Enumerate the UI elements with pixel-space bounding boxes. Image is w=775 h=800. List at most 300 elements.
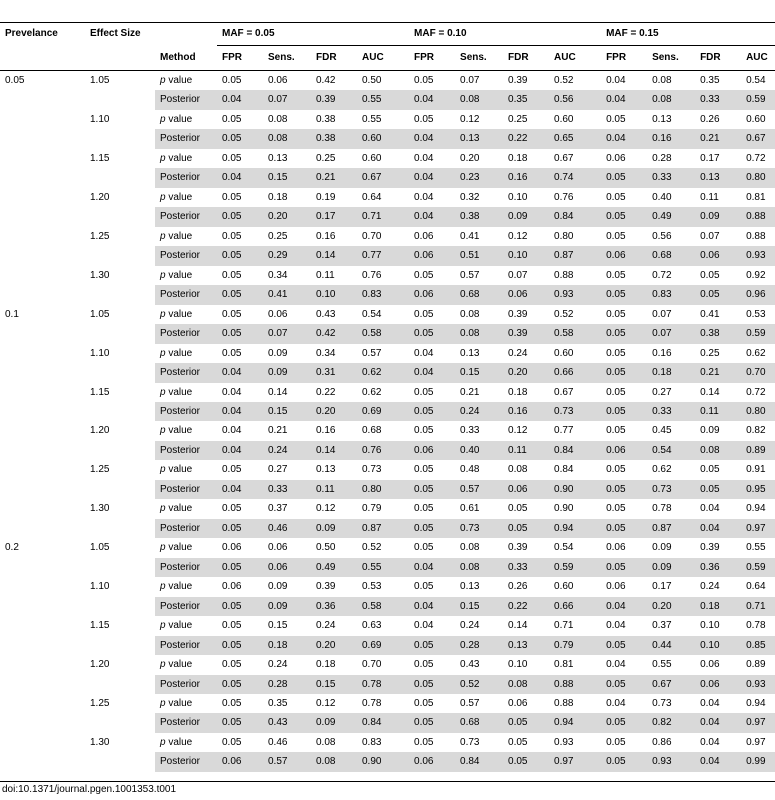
method-cell: p value <box>160 113 193 125</box>
value-cell: 0.65 <box>549 129 601 148</box>
table-row <box>0 246 775 265</box>
value-cell: 0.06 <box>217 752 263 771</box>
value-cell: 0.22 <box>503 597 549 616</box>
method-cell: Posterior <box>155 597 217 616</box>
value-cell: 0.84 <box>549 207 601 226</box>
value-cell: 0.52 <box>455 675 503 694</box>
value-cell: 0.04 <box>695 519 741 538</box>
effect-size-cell: 1.20 <box>90 191 110 203</box>
method-cell: Posterior <box>155 129 217 148</box>
value-cell: 0.05 <box>414 269 434 281</box>
effect-size-cell: 1.30 <box>90 503 110 515</box>
value-cell: 0.28 <box>652 152 672 164</box>
value-cell: 0.56 <box>652 230 672 242</box>
value-cell: 0.12 <box>316 503 336 515</box>
value-cell: 0.08 <box>268 113 288 125</box>
value-cell: 0.08 <box>316 736 336 748</box>
prevalence-cell <box>0 655 85 674</box>
value-cell: 0.05 <box>414 659 434 671</box>
value-cell: 0.05 <box>700 464 720 476</box>
value-cell: 0.34 <box>268 269 288 281</box>
value-cell: 0.04 <box>409 363 455 382</box>
value-cell: 0.09 <box>700 425 720 437</box>
value-cell: 0.05 <box>414 698 434 709</box>
table-row <box>0 168 775 187</box>
value-cell: 0.55 <box>357 558 409 577</box>
value-cell: 0.55 <box>357 90 409 109</box>
value-cell: 0.84 <box>455 752 503 771</box>
prevalence-cell <box>0 402 85 421</box>
effect-size-cell <box>85 441 155 460</box>
header-group-maf-010: MAF = 0.10 <box>409 23 601 46</box>
value-cell: 0.05 <box>222 736 242 748</box>
header-group-maf-005: MAF = 0.05 <box>217 23 409 46</box>
value-cell: 0.10 <box>700 620 720 632</box>
value-cell: 0.92 <box>746 269 766 281</box>
value-cell: 0.25 <box>700 347 720 359</box>
value-cell: 0.54 <box>362 308 382 320</box>
value-cell: 0.33 <box>460 425 480 437</box>
table-row <box>0 71 775 91</box>
header-metric: AUC <box>549 46 601 71</box>
value-cell: 0.05 <box>601 519 647 538</box>
table-row <box>0 752 775 771</box>
effect-size-cell: 1.20 <box>90 659 110 671</box>
effect-size-cell <box>85 752 155 771</box>
method-cell: Posterior <box>155 441 217 460</box>
value-cell: 0.05 <box>217 207 263 226</box>
value-cell: 0.06 <box>222 542 242 554</box>
value-cell: 0.62 <box>362 386 382 398</box>
value-cell: 0.93 <box>741 675 775 694</box>
value-cell: 0.05 <box>508 503 528 515</box>
value-cell: 0.71 <box>357 207 409 226</box>
value-cell: 0.43 <box>316 308 336 320</box>
value-cell: 0.57 <box>362 347 382 359</box>
value-cell: 0.87 <box>647 519 695 538</box>
effect-size-cell <box>85 713 155 732</box>
value-cell: 0.53 <box>746 308 766 320</box>
effect-size-cell: 1.20 <box>90 425 110 437</box>
value-cell: 0.94 <box>746 503 766 515</box>
value-cell: 0.06 <box>601 246 647 265</box>
table-row <box>0 363 775 382</box>
table-row <box>0 460 775 479</box>
value-cell: 0.97 <box>741 713 775 732</box>
value-cell: 0.05 <box>222 308 242 320</box>
value-cell: 0.09 <box>268 581 288 593</box>
value-cell: 0.09 <box>311 713 357 732</box>
method-cell: p value <box>160 230 193 242</box>
effect-size-cell <box>85 363 155 382</box>
value-cell: 0.76 <box>357 441 409 460</box>
value-cell: 0.05 <box>606 386 626 398</box>
value-cell: 0.04 <box>606 698 626 709</box>
effect-size-cell: 1.25 <box>90 464 110 476</box>
value-cell: 0.59 <box>741 324 775 343</box>
value-cell: 0.83 <box>362 736 382 748</box>
header-row-metrics <box>0 46 775 71</box>
prevalence-cell <box>0 129 85 148</box>
value-cell: 0.38 <box>311 129 357 148</box>
effect-size-cell <box>85 246 155 265</box>
value-cell: 0.04 <box>217 480 263 499</box>
value-cell: 0.04 <box>409 168 455 187</box>
value-cell: 0.97 <box>549 752 601 771</box>
value-cell: 0.05 <box>695 285 741 304</box>
value-cell: 0.88 <box>554 698 574 709</box>
header-metric: Sens. <box>263 46 311 71</box>
value-cell: 0.36 <box>695 558 741 577</box>
value-cell: 0.05 <box>222 620 242 632</box>
value-cell: 0.22 <box>316 386 336 398</box>
value-cell: 0.37 <box>268 503 288 515</box>
table-row <box>0 188 775 207</box>
value-cell: 0.39 <box>311 90 357 109</box>
prevalence-cell <box>0 577 85 596</box>
method-cell: p value <box>160 736 193 748</box>
value-cell: 0.70 <box>362 230 382 242</box>
value-cell: 0.50 <box>362 75 382 86</box>
value-cell: 0.11 <box>503 441 549 460</box>
prevalence-cell <box>0 207 85 226</box>
value-cell: 0.38 <box>695 324 741 343</box>
value-cell: 0.35 <box>503 90 549 109</box>
table-row <box>0 713 775 732</box>
value-cell: 0.20 <box>460 152 480 164</box>
effect-size-cell <box>85 402 155 421</box>
prevalence-cell <box>0 383 85 402</box>
value-cell: 0.77 <box>357 246 409 265</box>
header-metric: FPR <box>409 46 455 71</box>
prevalence-cell <box>0 694 85 713</box>
value-cell: 0.04 <box>409 90 455 109</box>
value-cell: 0.05 <box>409 480 455 499</box>
value-cell: 0.05 <box>222 191 242 203</box>
value-cell: 0.22 <box>503 129 549 148</box>
method-cell: p value <box>160 503 193 515</box>
table-row <box>0 441 775 460</box>
value-cell: 0.09 <box>695 207 741 226</box>
value-cell: 0.61 <box>460 503 480 515</box>
value-cell: 0.04 <box>601 597 647 616</box>
value-cell: 0.39 <box>508 308 528 320</box>
value-cell: 0.08 <box>503 675 549 694</box>
value-cell: 0.89 <box>746 659 766 671</box>
value-cell: 0.05 <box>222 113 242 125</box>
value-cell: 0.18 <box>647 363 695 382</box>
value-cell: 0.25 <box>268 230 288 242</box>
value-cell: 0.14 <box>268 386 288 398</box>
value-cell: 0.46 <box>263 519 311 538</box>
value-cell: 0.57 <box>460 698 480 709</box>
value-cell: 0.59 <box>741 90 775 109</box>
value-cell: 0.68 <box>455 713 503 732</box>
value-cell: 0.06 <box>508 698 528 709</box>
method-cell: p value <box>160 698 193 709</box>
value-cell: 0.15 <box>455 363 503 382</box>
value-cell: 0.08 <box>508 464 528 476</box>
effect-size-cell <box>85 675 155 694</box>
value-cell: 0.67 <box>647 675 695 694</box>
value-cell: 0.66 <box>549 597 601 616</box>
value-cell: 0.11 <box>700 191 719 203</box>
value-cell: 0.04 <box>409 558 455 577</box>
value-cell: 0.06 <box>268 308 288 320</box>
value-cell: 0.16 <box>316 230 336 242</box>
value-cell: 0.57 <box>460 269 480 281</box>
value-cell: 0.18 <box>508 152 528 164</box>
value-cell: 0.05 <box>601 363 647 382</box>
value-cell: 0.79 <box>362 503 382 515</box>
value-cell: 0.05 <box>414 113 434 125</box>
value-cell: 0.41 <box>700 308 720 320</box>
value-cell: 0.62 <box>357 363 409 382</box>
method-cell: p value <box>160 620 193 632</box>
value-cell: 0.20 <box>503 363 549 382</box>
value-cell: 0.94 <box>549 519 601 538</box>
header-metric: Sens. <box>647 46 695 71</box>
value-cell: 0.27 <box>268 464 288 476</box>
value-cell: 0.08 <box>647 90 695 109</box>
value-cell: 0.38 <box>316 113 336 125</box>
value-cell: 0.31 <box>311 363 357 382</box>
value-cell: 0.80 <box>741 402 775 421</box>
effect-size-cell <box>85 597 155 616</box>
prevalence-cell <box>0 499 85 518</box>
value-cell: 0.87 <box>549 246 601 265</box>
value-cell: 0.05 <box>601 285 647 304</box>
value-cell: 0.86 <box>652 736 672 748</box>
value-cell: 0.16 <box>503 402 549 421</box>
value-cell: 0.09 <box>647 558 695 577</box>
value-cell: 0.73 <box>652 698 672 709</box>
value-cell: 0.18 <box>508 386 528 398</box>
method-cell: Posterior <box>155 207 217 226</box>
method-cell: p value <box>160 542 193 554</box>
value-cell: 0.35 <box>700 75 720 86</box>
prevalence-cell <box>0 713 85 732</box>
value-cell: 0.70 <box>741 363 775 382</box>
value-cell: 0.05 <box>601 752 647 771</box>
method-cell: Posterior <box>155 558 217 577</box>
value-cell: 0.13 <box>455 129 503 148</box>
value-cell: 0.08 <box>652 75 672 86</box>
value-cell: 0.24 <box>263 441 311 460</box>
value-cell: 0.12 <box>460 113 480 125</box>
value-cell: 0.05 <box>222 659 242 671</box>
header-prevalence: Prevelance <box>5 28 58 40</box>
prevalence-cell: 0.2 <box>5 542 19 554</box>
value-cell: 0.05 <box>606 425 626 437</box>
prevalence-cell <box>0 752 85 771</box>
value-cell: 0.60 <box>554 581 574 593</box>
value-cell: 0.05 <box>601 168 647 187</box>
value-cell: 0.04 <box>222 425 242 437</box>
value-cell: 0.05 <box>409 402 455 421</box>
value-cell: 0.06 <box>503 285 549 304</box>
effect-size-cell <box>85 519 155 538</box>
value-cell: 0.06 <box>268 542 288 554</box>
method-cell: p value <box>160 425 193 437</box>
prevalence-cell <box>0 227 85 246</box>
value-cell: 0.10 <box>311 285 357 304</box>
table-row <box>0 421 775 440</box>
table-row <box>0 305 775 324</box>
table-row <box>0 110 775 129</box>
value-cell: 0.06 <box>268 75 288 86</box>
value-cell: 0.97 <box>741 519 775 538</box>
value-cell: 0.04 <box>217 168 263 187</box>
effect-size-cell <box>85 168 155 187</box>
prevalence-cell <box>0 441 85 460</box>
value-cell: 0.05 <box>414 308 434 320</box>
value-cell: 0.08 <box>455 90 503 109</box>
value-cell: 0.74 <box>549 168 601 187</box>
value-cell: 0.78 <box>652 503 672 515</box>
value-cell: 0.05 <box>601 402 647 421</box>
value-cell: 0.05 <box>217 558 263 577</box>
value-cell: 0.63 <box>362 620 382 632</box>
effect-size-cell: 1.05 <box>90 308 110 320</box>
value-cell: 0.71 <box>554 620 574 632</box>
header-method: Method <box>155 46 217 71</box>
value-cell: 0.05 <box>601 480 647 499</box>
value-cell: 0.06 <box>409 752 455 771</box>
value-cell: 0.06 <box>414 230 434 242</box>
value-cell: 0.18 <box>263 636 311 655</box>
prevalence-cell <box>0 597 85 616</box>
value-cell: 0.78 <box>362 698 382 709</box>
value-cell: 0.24 <box>700 581 720 593</box>
value-cell: 0.13 <box>268 152 288 164</box>
prevalence-cell <box>0 324 85 343</box>
value-cell: 0.28 <box>455 636 503 655</box>
value-cell: 0.39 <box>503 324 549 343</box>
value-cell: 0.36 <box>311 597 357 616</box>
value-cell: 0.83 <box>357 285 409 304</box>
value-cell: 0.12 <box>316 698 336 709</box>
value-cell: 0.64 <box>362 191 382 203</box>
effect-size-cell: 1.10 <box>90 347 110 359</box>
value-cell: 0.05 <box>414 425 434 437</box>
value-cell: 0.20 <box>263 207 311 226</box>
value-cell: 0.25 <box>316 152 336 164</box>
value-cell: 0.05 <box>606 347 626 359</box>
value-cell: 0.05 <box>414 581 434 593</box>
value-cell: 0.77 <box>554 425 574 437</box>
value-cell: 0.33 <box>695 90 741 109</box>
method-cell: p value <box>160 308 193 320</box>
value-cell: 0.68 <box>647 246 695 265</box>
value-cell: 0.72 <box>746 386 766 398</box>
value-cell: 0.04 <box>606 659 626 671</box>
effect-size-cell <box>85 324 155 343</box>
value-cell: 0.76 <box>554 191 574 203</box>
prevalence-cell <box>0 460 85 479</box>
value-cell: 0.05 <box>695 480 741 499</box>
value-cell: 0.06 <box>606 581 626 593</box>
value-cell: 0.62 <box>746 347 766 359</box>
method-cell: p value <box>160 75 193 86</box>
value-cell: 0.17 <box>700 152 720 164</box>
value-cell: 0.16 <box>503 168 549 187</box>
value-cell: 0.28 <box>263 675 311 694</box>
header-metric: AUC <box>741 46 775 71</box>
value-cell: 0.99 <box>741 752 775 771</box>
value-cell: 0.05 <box>409 519 455 538</box>
value-cell: 0.59 <box>549 558 601 577</box>
value-cell: 0.79 <box>549 636 601 655</box>
value-cell: 0.70 <box>362 659 382 671</box>
results-table <box>0 23 775 772</box>
prevalence-cell <box>0 733 85 752</box>
value-cell: 0.09 <box>263 363 311 382</box>
value-cell: 0.06 <box>409 246 455 265</box>
effect-size-cell <box>85 90 155 109</box>
effect-size-cell <box>85 207 155 226</box>
value-cell: 0.14 <box>700 386 720 398</box>
value-cell: 0.18 <box>316 659 336 671</box>
table-row <box>0 616 775 635</box>
value-cell: 0.05 <box>606 736 626 748</box>
value-cell: 0.07 <box>647 324 695 343</box>
value-cell: 0.06 <box>606 152 626 164</box>
method-cell: Posterior <box>155 480 217 499</box>
value-cell: 0.05 <box>414 464 434 476</box>
value-cell: 0.52 <box>554 308 574 320</box>
value-cell: 0.17 <box>311 207 357 226</box>
value-cell: 0.16 <box>652 347 672 359</box>
value-cell: 0.15 <box>311 675 357 694</box>
value-cell: 0.49 <box>647 207 695 226</box>
value-cell: 0.67 <box>741 129 775 148</box>
value-cell: 0.06 <box>222 581 242 593</box>
value-cell: 0.04 <box>414 191 434 203</box>
value-cell: 0.48 <box>460 464 480 476</box>
value-cell: 0.34 <box>316 347 336 359</box>
value-cell: 0.05 <box>409 713 455 732</box>
table-row <box>0 480 775 499</box>
value-cell: 0.43 <box>460 659 480 671</box>
table-row <box>0 324 775 343</box>
table-bottom-rule <box>0 781 775 782</box>
value-cell: 0.05 <box>606 191 626 203</box>
header-metric: AUC <box>357 46 409 71</box>
header-metric: FPR <box>601 46 647 71</box>
value-cell: 0.90 <box>357 752 409 771</box>
value-cell: 0.54 <box>554 542 574 554</box>
value-cell: 0.58 <box>357 324 409 343</box>
table-row <box>0 675 775 694</box>
value-cell: 0.05 <box>217 519 263 538</box>
method-cell: p value <box>160 347 193 359</box>
header-metric: FPR <box>217 46 263 71</box>
value-cell: 0.62 <box>652 464 672 476</box>
value-cell: 0.53 <box>362 581 382 593</box>
value-cell: 0.06 <box>695 246 741 265</box>
table-row <box>0 558 775 577</box>
value-cell: 0.23 <box>455 168 503 187</box>
value-cell: 0.97 <box>746 736 766 748</box>
value-cell: 0.05 <box>414 75 434 86</box>
value-cell: 0.05 <box>508 736 528 748</box>
value-cell: 0.33 <box>503 558 549 577</box>
value-cell: 0.45 <box>652 425 672 437</box>
value-cell: 0.21 <box>311 168 357 187</box>
value-cell: 0.18 <box>695 597 741 616</box>
method-cell: Posterior <box>155 519 217 538</box>
